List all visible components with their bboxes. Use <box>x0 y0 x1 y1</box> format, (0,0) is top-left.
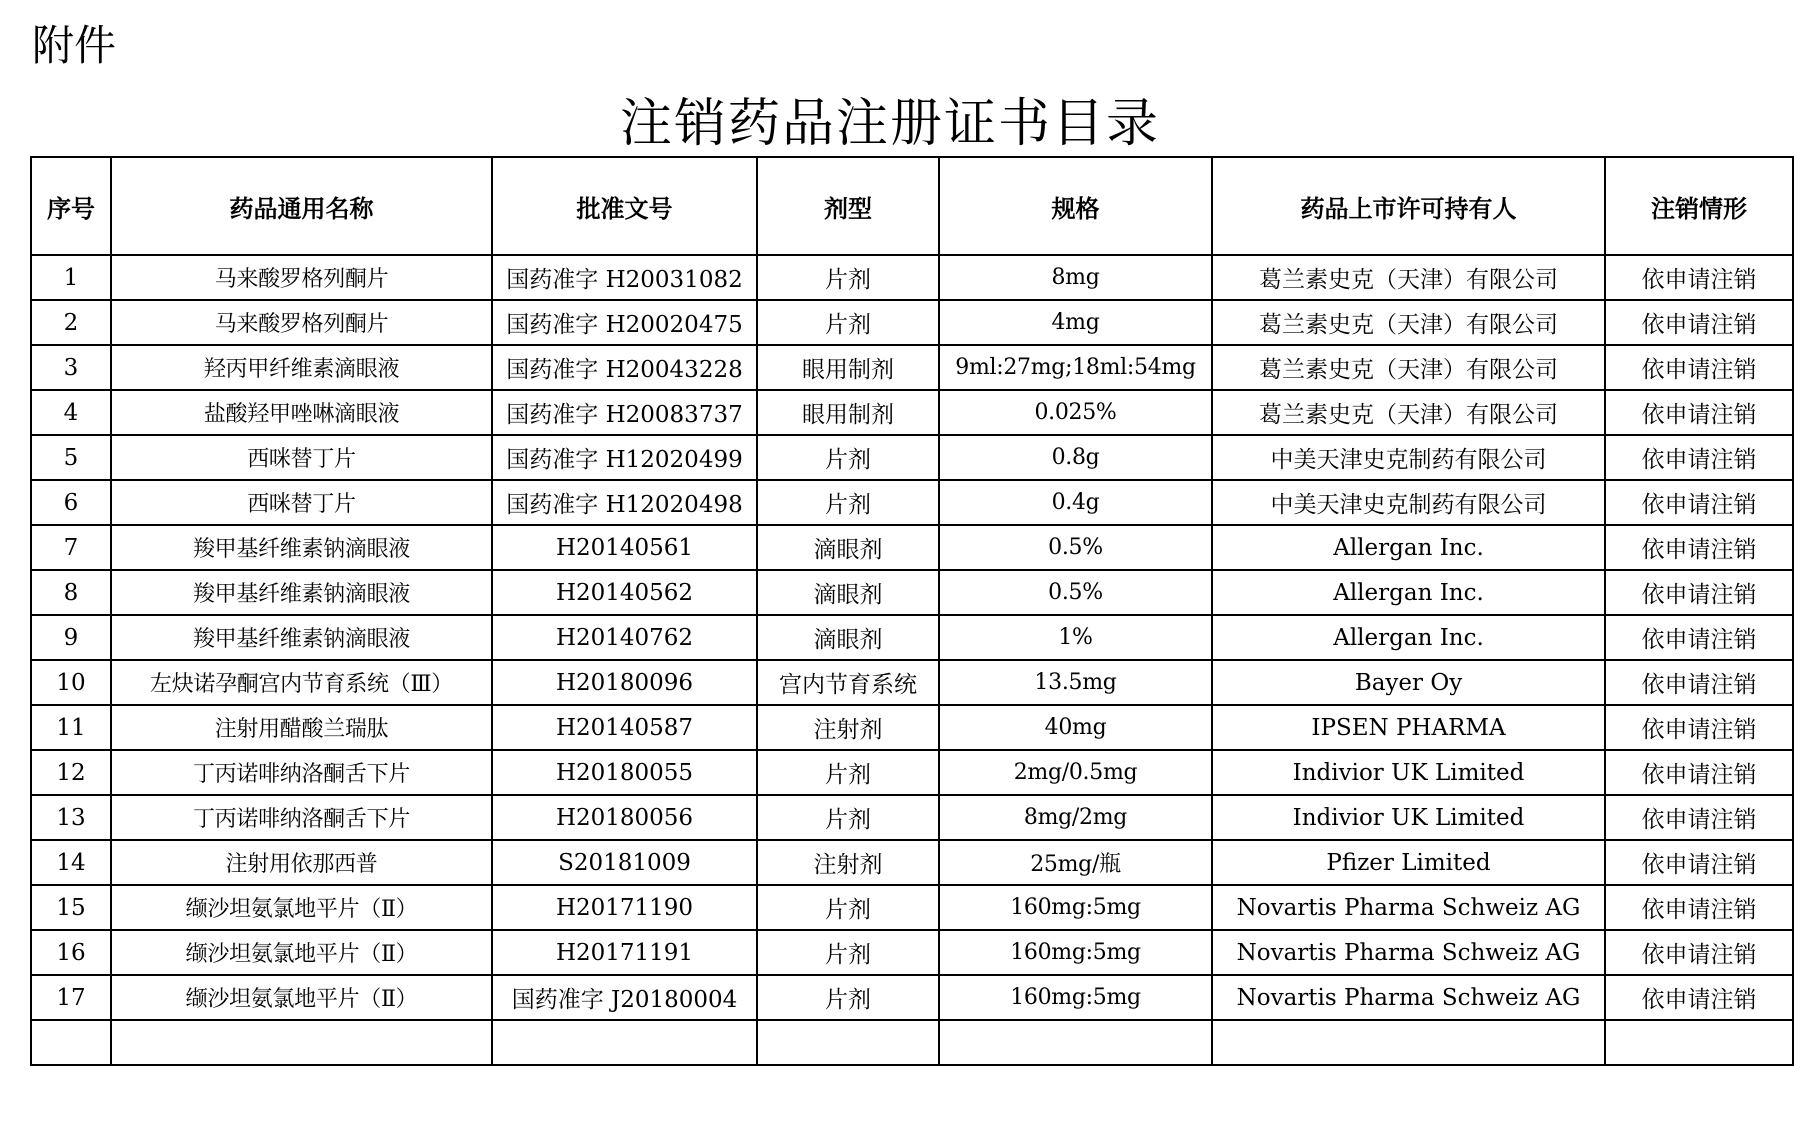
cell-cancellation <box>1605 1020 1793 1065</box>
cell-holder: 葛兰素史克（天津）有限公司 <box>1212 345 1605 390</box>
cell-dosage-form: 注射剂 <box>757 840 939 885</box>
cell-index: 6 <box>31 480 111 525</box>
cell-approval-number: S20181009 <box>492 840 757 885</box>
cell-holder: Novartis Pharma Schweiz AG <box>1212 885 1605 930</box>
cell-cancellation: 依申请注销 <box>1605 390 1793 435</box>
cell-approval-number: 国药准字 J20180004 <box>492 975 757 1020</box>
cell-dosage-form: 滴眼剂 <box>757 570 939 615</box>
cell-holder: Pfizer Limited <box>1212 840 1605 885</box>
cell-index: 1 <box>31 255 111 300</box>
cell-drug-name: 盐酸羟甲唑啉滴眼液 <box>111 390 492 435</box>
cell-dosage-form: 片剂 <box>757 750 939 795</box>
cell-holder: Novartis Pharma Schweiz AG <box>1212 930 1605 975</box>
cell-drug-name: 注射用醋酸兰瑞肽 <box>111 705 492 750</box>
cell-dosage-form: 宫内节育系统 <box>757 660 939 705</box>
cell-drug-name: 缬沙坦氨氯地平片（Ⅱ） <box>111 930 492 975</box>
catalog-table <box>30 156 1794 1066</box>
cell-dosage-form: 片剂 <box>757 435 939 480</box>
col-header-specification: 规格 <box>939 157 1212 255</box>
cell-drug-name: 丁丙诺啡纳洛酮舌下片 <box>111 795 492 840</box>
table-row <box>31 795 1793 840</box>
cell-drug-name <box>111 1020 492 1065</box>
cell-dosage-form <box>757 1020 939 1065</box>
cell-dosage-form: 片剂 <box>757 480 939 525</box>
cell-dosage-form: 滴眼剂 <box>757 525 939 570</box>
table-row <box>31 660 1793 705</box>
cell-dosage-form: 片剂 <box>757 885 939 930</box>
attachment-label: 附件 <box>32 21 117 70</box>
table-row <box>31 525 1793 570</box>
cell-specification: 13.5mg <box>939 660 1212 705</box>
cell-holder: 葛兰素史克（天津）有限公司 <box>1212 390 1605 435</box>
cell-approval-number: 国药准字 H20020475 <box>492 300 757 345</box>
cell-cancellation: 依申请注销 <box>1605 705 1793 750</box>
cell-specification: 8mg <box>939 255 1212 300</box>
cell-approval-number: 国药准字 H20083737 <box>492 390 757 435</box>
cell-index <box>31 1020 111 1065</box>
cell-index: 13 <box>31 795 111 840</box>
cell-specification: 25mg/瓶 <box>939 840 1212 885</box>
cell-dosage-form: 片剂 <box>757 975 939 1020</box>
cell-specification: 0.8g <box>939 435 1212 480</box>
cell-index: 9 <box>31 615 111 660</box>
cell-specification: 0.025% <box>939 390 1212 435</box>
cell-specification: 2mg/0.5mg <box>939 750 1212 795</box>
cell-drug-name: 丁丙诺啡纳洛酮舌下片 <box>111 750 492 795</box>
cell-specification: 0.4g <box>939 480 1212 525</box>
cell-approval-number: H20140762 <box>492 615 757 660</box>
cell-cancellation: 依申请注销 <box>1605 300 1793 345</box>
cell-cancellation: 依申请注销 <box>1605 930 1793 975</box>
col-header-holder: 药品上市许可持有人 <box>1212 157 1605 255</box>
cell-dosage-form: 眼用制剂 <box>757 345 939 390</box>
cell-specification: 0.5% <box>939 525 1212 570</box>
col-header-drug-name: 药品通用名称 <box>111 157 492 255</box>
cell-cancellation: 依申请注销 <box>1605 480 1793 525</box>
table-row <box>31 840 1793 885</box>
cell-drug-name: 羧甲基纤维素钠滴眼液 <box>111 525 492 570</box>
cell-holder: IPSEN PHARMA <box>1212 705 1605 750</box>
cell-cancellation: 依申请注销 <box>1605 795 1793 840</box>
cell-approval-number: H20171191 <box>492 930 757 975</box>
cell-holder: Bayer Oy <box>1212 660 1605 705</box>
cell-index: 17 <box>31 975 111 1020</box>
col-header-cancellation: 注销情形 <box>1605 157 1793 255</box>
cell-drug-name: 注射用依那西普 <box>111 840 492 885</box>
cell-approval-number: H20180055 <box>492 750 757 795</box>
table-row <box>31 345 1793 390</box>
cell-index: 12 <box>31 750 111 795</box>
cell-cancellation: 依申请注销 <box>1605 975 1793 1020</box>
cell-cancellation: 依申请注销 <box>1605 435 1793 480</box>
cell-drug-name: 马来酸罗格列酮片 <box>111 300 492 345</box>
cell-holder: 葛兰素史克（天津）有限公司 <box>1212 300 1605 345</box>
cell-approval-number: H20180056 <box>492 795 757 840</box>
cell-cancellation: 依申请注销 <box>1605 255 1793 300</box>
cell-specification: 40mg <box>939 705 1212 750</box>
cell-dosage-form: 片剂 <box>757 930 939 975</box>
cell-approval-number: H20140562 <box>492 570 757 615</box>
cell-cancellation: 依申请注销 <box>1605 615 1793 660</box>
cell-specification: 8mg/2mg <box>939 795 1212 840</box>
table-row <box>31 1020 1793 1065</box>
cell-holder <box>1212 1020 1605 1065</box>
table-row <box>31 480 1793 525</box>
cell-index: 15 <box>31 885 111 930</box>
table-row <box>31 705 1793 750</box>
cell-holder: 中美天津史克制药有限公司 <box>1212 435 1605 480</box>
table-row <box>31 390 1793 435</box>
cell-holder: Novartis Pharma Schweiz AG <box>1212 975 1605 1020</box>
cell-index: 14 <box>31 840 111 885</box>
cell-holder: Allergan Inc. <box>1212 570 1605 615</box>
cell-index: 2 <box>31 300 111 345</box>
cell-dosage-form: 注射剂 <box>757 705 939 750</box>
cell-approval-number: 国药准字 H12020499 <box>492 435 757 480</box>
cell-index: 11 <box>31 705 111 750</box>
cell-approval-number: H20140561 <box>492 525 757 570</box>
cell-approval-number: 国药准字 H12020498 <box>492 480 757 525</box>
table-body <box>31 255 1793 1065</box>
cell-index: 3 <box>31 345 111 390</box>
table-row <box>31 300 1793 345</box>
cell-approval-number: H20171190 <box>492 885 757 930</box>
cell-holder: 葛兰素史克（天津）有限公司 <box>1212 255 1605 300</box>
cell-cancellation: 依申请注销 <box>1605 525 1793 570</box>
cell-cancellation: 依申请注销 <box>1605 885 1793 930</box>
cell-drug-name: 缬沙坦氨氯地平片（Ⅱ） <box>111 885 492 930</box>
cell-approval-number: H20140587 <box>492 705 757 750</box>
cell-holder: 中美天津史克制药有限公司 <box>1212 480 1605 525</box>
cell-approval-number <box>492 1020 757 1065</box>
cell-approval-number: 国药准字 H20043228 <box>492 345 757 390</box>
cell-approval-number: 国药准字 H20031082 <box>492 255 757 300</box>
cell-drug-name: 羧甲基纤维素钠滴眼液 <box>111 570 492 615</box>
table-row <box>31 930 1793 975</box>
cell-specification: 4mg <box>939 300 1212 345</box>
cell-approval-number: H20180096 <box>492 660 757 705</box>
cell-index: 7 <box>31 525 111 570</box>
table-row <box>31 885 1793 930</box>
cell-drug-name: 缬沙坦氨氯地平片（Ⅱ） <box>111 975 492 1020</box>
table-row <box>31 255 1793 300</box>
cell-cancellation: 依申请注销 <box>1605 570 1793 615</box>
cell-specification: 160mg:5mg <box>939 930 1212 975</box>
cell-holder: Allergan Inc. <box>1212 615 1605 660</box>
cell-specification: 1% <box>939 615 1212 660</box>
cell-dosage-form: 眼用制剂 <box>757 390 939 435</box>
cell-specification: 9ml:27mg;18ml:54mg <box>939 345 1212 390</box>
cell-drug-name: 西咪替丁片 <box>111 435 492 480</box>
cell-index: 5 <box>31 435 111 480</box>
cell-index: 4 <box>31 390 111 435</box>
page-title: 注销药品注册证书目录 <box>619 94 1160 154</box>
cell-dosage-form: 片剂 <box>757 255 939 300</box>
cell-dosage-form: 滴眼剂 <box>757 615 939 660</box>
cell-holder: Indivior UK Limited <box>1212 750 1605 795</box>
cell-drug-name: 羧甲基纤维素钠滴眼液 <box>111 615 492 660</box>
table-row <box>31 570 1793 615</box>
cell-dosage-form: 片剂 <box>757 795 939 840</box>
cell-specification <box>939 1020 1212 1065</box>
table-row <box>31 750 1793 795</box>
cell-dosage-form: 片剂 <box>757 300 939 345</box>
cell-specification: 160mg:5mg <box>939 975 1212 1020</box>
cell-drug-name: 左炔诺孕酮宫内节育系统（Ⅲ） <box>111 660 492 705</box>
cell-index: 16 <box>31 930 111 975</box>
cell-index: 10 <box>31 660 111 705</box>
cell-specification: 0.5% <box>939 570 1212 615</box>
cell-drug-name: 马来酸罗格列酮片 <box>111 255 492 300</box>
col-header-approval-number: 批准文号 <box>492 157 757 255</box>
cell-holder: Indivior UK Limited <box>1212 795 1605 840</box>
cell-cancellation: 依申请注销 <box>1605 345 1793 390</box>
cell-holder: Allergan Inc. <box>1212 525 1605 570</box>
cell-specification: 160mg:5mg <box>939 885 1212 930</box>
col-header-index: 序号 <box>31 157 111 255</box>
cell-drug-name: 西咪替丁片 <box>111 480 492 525</box>
cell-cancellation: 依申请注销 <box>1605 660 1793 705</box>
col-header-dosage-form: 剂型 <box>757 157 939 255</box>
table-row <box>31 975 1793 1020</box>
cell-drug-name: 羟丙甲纤维素滴眼液 <box>111 345 492 390</box>
table-row <box>31 435 1793 480</box>
table-header-row <box>31 157 1793 255</box>
cell-cancellation: 依申请注销 <box>1605 840 1793 885</box>
cell-index: 8 <box>31 570 111 615</box>
table-row <box>31 615 1793 660</box>
cell-cancellation: 依申请注销 <box>1605 750 1793 795</box>
